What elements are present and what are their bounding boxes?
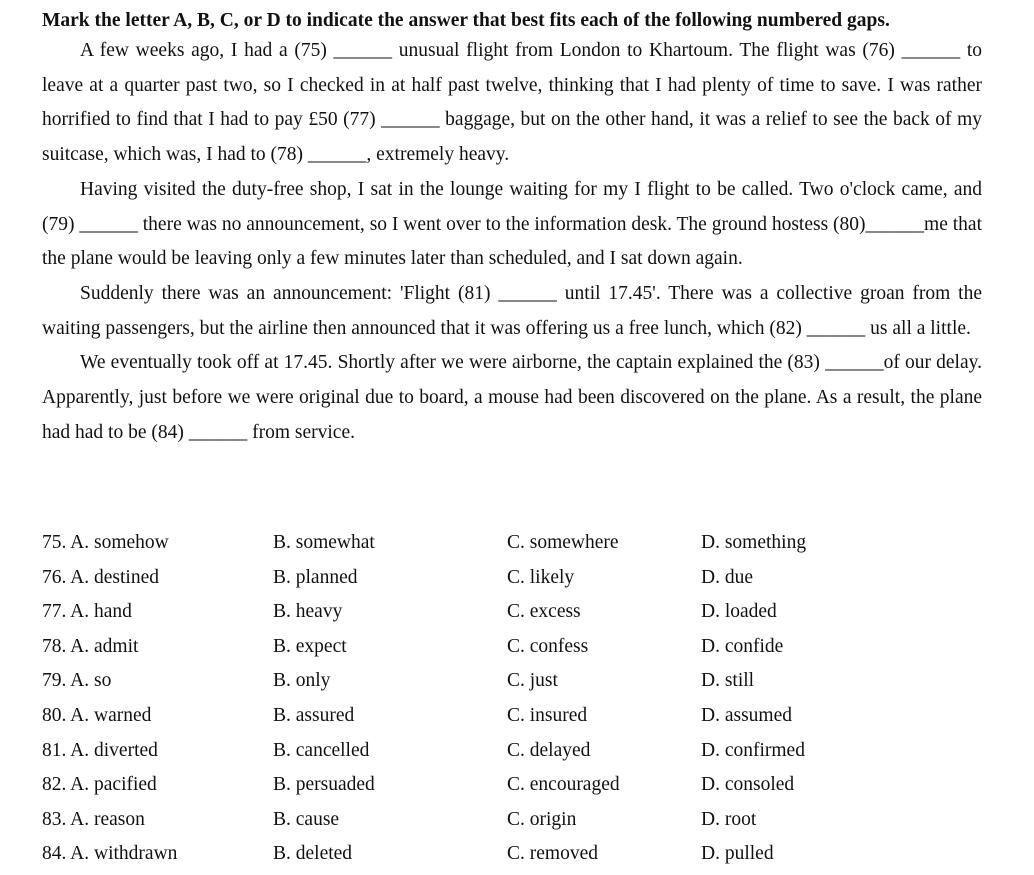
option-c: C. delayed [507, 739, 591, 761]
option-a: 77. A. hand [42, 601, 132, 623]
option-b: B. heavy [273, 601, 343, 623]
question-row-77 [42, 595, 982, 630]
option-d: D. assumed [701, 704, 792, 726]
option-c: C. removed [507, 843, 598, 865]
option-c: C. somewhere [507, 532, 619, 553]
paragraph-2: Having visited the duty-free shop, I sat in the lounge waiting for my I flight to be called. Two o'clock came, and (79) ______ there was no announcement, so I went over to the information desk. The ground hostess (80)______me that the plane would be leaving only a few minutes later than scheduled, and I sat down again. [42, 178, 982, 270]
option-d: D. root [701, 808, 757, 830]
paragraph-4: We eventually took off at 17.45. Shortly after we were airborne, the captain explained the (83) ______of our delay. Apparently, just before we were original due to board, a mouse had been discovered on the plane. As a result, the plane had had to be (84) ______ from service. [42, 352, 982, 443]
option-d: D. consoled [701, 774, 795, 796]
option-b: B. planned [273, 566, 358, 588]
question-row-82 [42, 768, 982, 803]
option-a: 78. A. admit [42, 635, 139, 657]
option-d: D. still [701, 670, 755, 692]
option-c: C. encouraged [507, 774, 620, 796]
option-d: D. confide [701, 635, 784, 657]
option-a: 83. A. reason [42, 808, 145, 830]
option-a: 84. A. withdrawn [42, 843, 178, 865]
option-b: B. deleted [273, 843, 353, 865]
option-a: 82. A. pacified [42, 774, 157, 796]
option-b: B. expect [273, 635, 347, 657]
option-b: B. somewhat [273, 532, 375, 553]
option-c: C. insured [507, 704, 588, 726]
paragraph-1: A few weeks ago, I had a (75) ______ unusual flight from London to Khartoum. The flight was (76) ______ to leave at a quarter past two, so I checked in at half past twelve, thinking that I had plenty of time to save. I was rather horrified to find that I had to pay £50 (77) ______ baggage, but on the other hand, it was a relief to see the back of my suitcase, which was, I had to (78) ______, extremely heavy. [42, 40, 982, 166]
reading-passage [42, 8, 982, 450]
option-b: B. assured [273, 704, 355, 726]
option-c: C. excess [507, 601, 581, 623]
option-c: C. confess [507, 635, 589, 657]
option-d: D. loaded [701, 601, 777, 623]
option-c: C. origin [507, 808, 577, 830]
option-d: D. due [701, 566, 753, 588]
option-b: B. cause [273, 808, 340, 830]
option-b: B. persuaded [273, 774, 375, 796]
option-b: B. cancelled [273, 739, 370, 761]
option-d: D. something [701, 532, 807, 553]
option-d: D. confirmed [701, 739, 805, 761]
option-c: C. just [507, 670, 558, 692]
option-a: 81. A. diverted [42, 739, 158, 761]
question-row-83 [42, 803, 982, 838]
option-d: D. pulled [701, 843, 774, 865]
option-a: 75. A. somehow [42, 532, 169, 553]
instruction-heading: Mark the letter A, B, C, or D to indicate the answer that best fits each of the following numbered gaps. [42, 10, 890, 31]
question-row-78 [42, 630, 982, 665]
option-a: 76. A. destined [42, 566, 159, 588]
option-a: 79. A. so [42, 670, 112, 692]
question-row-76 [42, 561, 982, 596]
option-b: B. only [273, 670, 331, 692]
answer-options [42, 526, 982, 872]
question-row-75 [42, 526, 982, 561]
option-c: C. likely [507, 566, 575, 588]
question-row-80 [42, 699, 982, 734]
paragraph-3: Suddenly there was an announcement: 'Flight (81) ______ until 17.45'. There was a collective groan from the waiting passengers, but the airline then announced that it was offering us a free lunch, which (82) ______ us all a little. [42, 282, 982, 339]
question-row-81 [42, 734, 982, 769]
question-row-79 [42, 664, 982, 699]
question-row-84 [42, 837, 982, 872]
option-a: 80. A. warned [42, 704, 152, 726]
